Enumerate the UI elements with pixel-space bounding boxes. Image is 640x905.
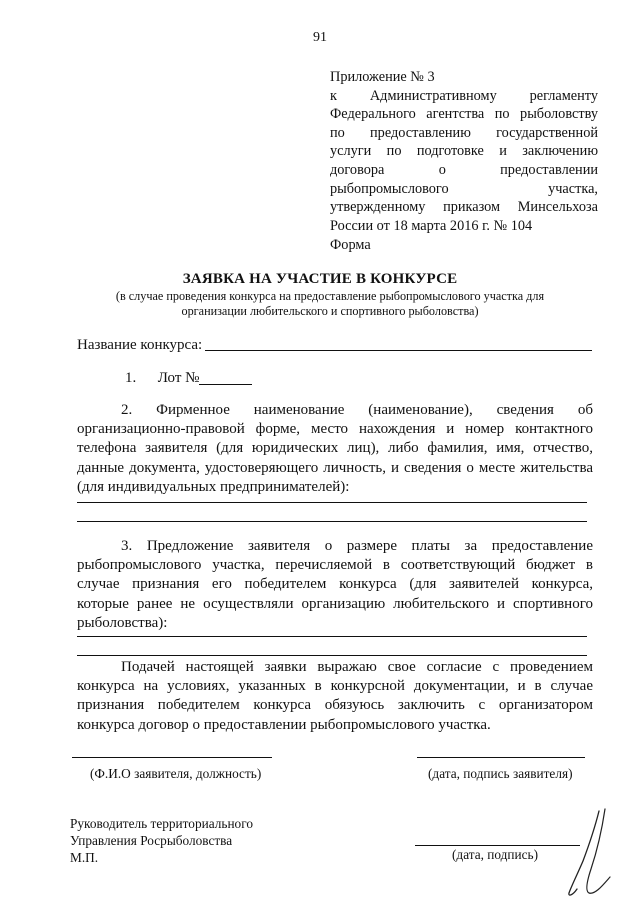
handwritten-signature: [555, 805, 615, 900]
head-line: М.П.: [70, 850, 99, 865]
appendix-line: утвержденному приказом Минсельхоза: [330, 199, 598, 216]
applicant-signature-caption: (дата, подпись заявителя): [428, 766, 573, 781]
appendix-line: Федерального агентства по рыболовству: [330, 106, 598, 123]
paragraph-line: рыболовства):: [77, 614, 168, 631]
paragraph-line: организационно-правовой форме, место нахождения и номер контактного: [77, 421, 593, 438]
fee-proposal-field[interactable]: [77, 655, 587, 656]
fee-proposal-field[interactable]: [77, 636, 587, 637]
paragraph-line: данные документа, удостоверяющего личность, и сведения о месте жительства: [77, 459, 593, 476]
paragraph-line: 3. Предложение заявителя о размере платы за предоставление: [121, 538, 593, 554]
appendix-line: услуги по подготовке и заключению: [330, 143, 598, 160]
document-subtitle: [80, 289, 580, 319]
lot-label: Лот №: [157, 370, 200, 386]
appendix-line: к Административному регламенту: [330, 87, 598, 104]
head-signature-caption: (дата, подпись): [452, 847, 539, 862]
paragraph-line: конкурса на условиях, указанных в конкурсной документации, и в случае: [77, 678, 593, 695]
appendix-line: по предоставлению государственной: [330, 124, 598, 141]
paragraph-line: телефона заявителя (для юридических лиц), либо фамилия, имя, отчество,: [77, 440, 593, 457]
paragraph-line: которые ранее не осуществляли организацию любительского и спортивного: [77, 595, 593, 612]
appendix-header: [330, 68, 598, 235]
lot-row: [125, 370, 199, 387]
appendix-line: Приложение № 3: [330, 69, 435, 85]
contest-name-field[interactable]: [205, 350, 592, 351]
paragraph-line: конкурса договор о предоставлении рыбопромыслового участка.: [77, 716, 491, 733]
appendix-line: рыбопромыслового участка,: [330, 180, 598, 197]
applicant-signature-field[interactable]: [417, 757, 585, 758]
subtitle-line: (в случае проведения конкурса на предоставление рыбопромыслового участка для: [115, 289, 545, 303]
contest-name-label: Название конкурса:: [77, 337, 203, 353]
item-2-paragraph: [77, 401, 593, 497]
paragraph-line: 2. Фирменное наименование (наименование), сведения об: [121, 402, 593, 418]
applicant-name-caption: (Ф.И.О заявителя, должность): [90, 766, 262, 781]
applicant-info-field[interactable]: [77, 521, 587, 522]
paragraph-line: (для индивидуальных предпринимателей):: [77, 478, 350, 495]
lot-number-field[interactable]: [199, 384, 252, 385]
appendix-line: России от 18 марта 2016 г. № 104: [330, 217, 533, 234]
head-line: Руководитель территориального: [70, 816, 253, 831]
paragraph-line: признания победителем конкурса обязуюсь заключить с организатором: [77, 697, 593, 714]
lot-number: 1.: [125, 370, 137, 386]
head-line: Управления Росрыболовства: [70, 833, 233, 848]
consent-paragraph: [77, 658, 593, 735]
paragraph-line: случае признания его победителем конкурса (для заявителей конкурса,: [77, 576, 593, 593]
paragraph-line: Подачей настоящей заявки выражаю свое согласие с проведением: [121, 659, 593, 675]
page-number: 91: [313, 30, 327, 45]
form-label: Форма: [330, 237, 371, 253]
appendix-line: договора о предоставлении: [330, 161, 598, 178]
subtitle-line: организации любительского и спортивного рыболовства): [181, 304, 479, 318]
applicant-name-field[interactable]: [72, 757, 272, 758]
paragraph-line: рыбопромыслового участка, перечисляемой в соответствующий бюджет в: [77, 557, 593, 574]
head-signature-block: [70, 815, 253, 866]
document-title: ЗАЯВКА НА УЧАСТИЕ В КОНКУРСЕ: [182, 271, 458, 287]
applicant-info-field[interactable]: [77, 502, 587, 503]
item-3-paragraph: [77, 537, 593, 633]
